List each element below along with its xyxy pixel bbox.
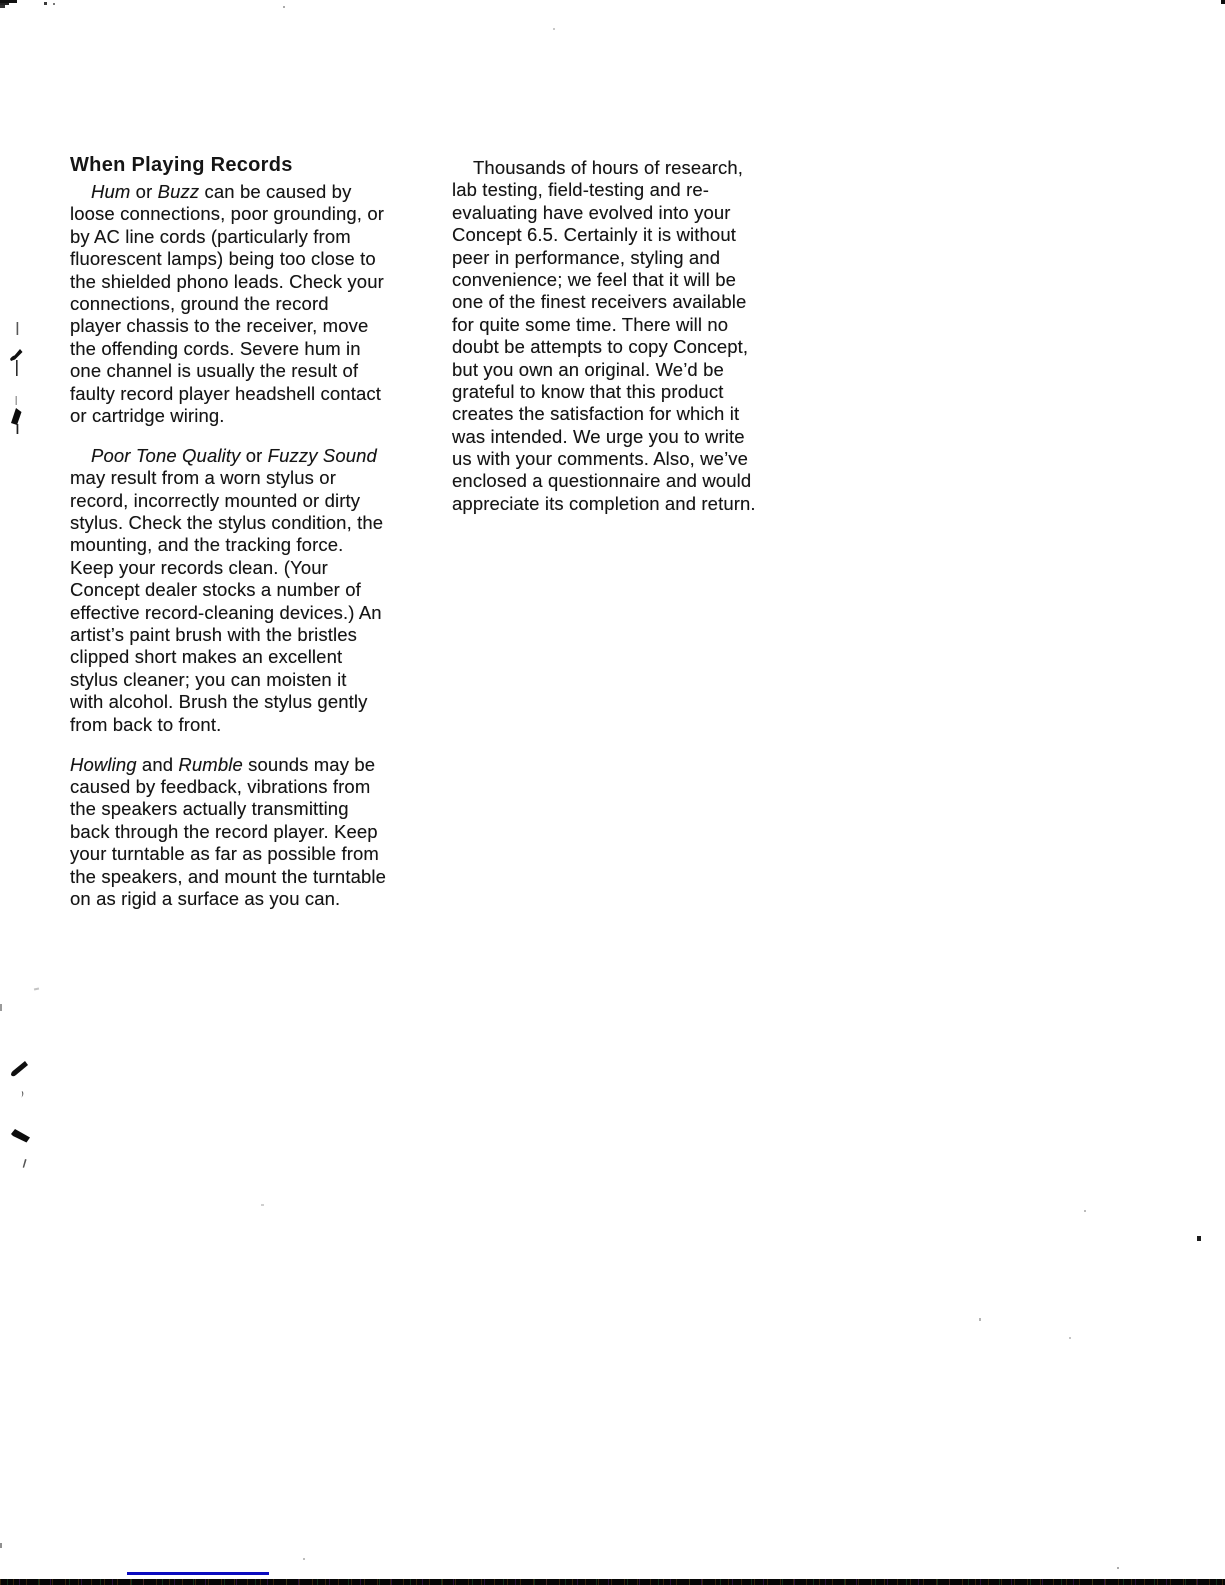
- text-line: may result from a worn stylus or: [70, 467, 336, 489]
- text-line: artist’s paint brush with the bristles: [70, 624, 357, 646]
- scan-edge-bar: [0, 1579, 1225, 1585]
- scan-speck: [0, 5, 5, 8]
- paragraph: [70, 754, 420, 911]
- text-line: connections, ground the record: [70, 292, 329, 314]
- margin-pen-mark: [10, 1126, 36, 1174]
- text-line: effective record-cleaning devices.) An: [70, 601, 382, 623]
- text-line: us with your comments. Also, we’ve: [452, 448, 749, 470]
- margin-pen-mark: [10, 1060, 34, 1102]
- text-line: was intended. We urge you to write: [452, 425, 745, 447]
- text-line: the offending cords. Severe hum in: [70, 337, 361, 359]
- text-line: but you own an original. We’d be: [452, 358, 724, 380]
- text-line: loose connections, poor grounding, or: [70, 203, 385, 225]
- text-line: Keep your records clean. (Your: [70, 556, 328, 578]
- text-line: with alcohol. Brush the stylus gently: [70, 691, 368, 713]
- scan-speck: [261, 1204, 264, 1206]
- text-line: for quite some time. There will no: [452, 313, 729, 335]
- text-line: the shielded phono leads. Check your: [70, 270, 384, 292]
- text-line: one channel is usually the result of: [70, 360, 359, 382]
- scan-speck: [34, 988, 39, 991]
- text-line: Hum or Buzz can be caused by: [91, 181, 352, 202]
- scan-speck: [1221, 0, 1225, 4]
- scan-speck: [303, 1558, 305, 1560]
- text-line: enclosed a questionnaire and would: [452, 470, 752, 492]
- text-line: the speakers actually transmitting: [70, 798, 349, 820]
- paragraph: [452, 157, 802, 515]
- text-line: back through the record player. Keep: [70, 820, 378, 842]
- text-line: peer in performance, styling and: [452, 246, 721, 268]
- text-line: Howling and Rumble sounds may be: [70, 753, 376, 775]
- text-line: from back to front.: [70, 713, 222, 735]
- text-line: player chassis to the receiver, move: [70, 315, 369, 337]
- scan-speck: [0, 1543, 2, 1548]
- text-line: Concept dealer stocks a number of: [70, 579, 361, 601]
- section-heading: When Playing Records: [70, 154, 293, 176]
- text-line: Thousands of hours of research,: [473, 157, 744, 178]
- text-line: doubt be attempts to copy Concept,: [452, 336, 749, 358]
- scan-speck: [979, 1318, 981, 1321]
- scan-speck: [1084, 1210, 1086, 1212]
- scan-speck: [1069, 1337, 1071, 1339]
- paragraph: [70, 181, 420, 427]
- text-line: clipped short makes an excellent: [70, 646, 343, 668]
- text-line: grateful to know that this product: [452, 380, 724, 402]
- scan-speck: [0, 1004, 2, 1011]
- scan-speck: [44, 2, 47, 5]
- text-line: your turntable as far as possible from: [70, 843, 379, 865]
- text-line: record, incorrectly mounted or dirty: [70, 489, 361, 511]
- text-line: stylus cleaner; you can moisten it: [70, 668, 347, 690]
- text-line: Poor Tone Quality or Fuzzy Sound: [91, 444, 377, 466]
- text-line: evaluating have evolved into your: [452, 201, 731, 223]
- paragraph: [70, 445, 420, 736]
- text-line: faulty record player headshell contact: [70, 382, 382, 404]
- text-line: stylus. Check the stylus condition, the: [70, 512, 384, 534]
- text-line: appreciate its completion and return.: [452, 492, 756, 514]
- margin-pen-mark: [8, 320, 28, 436]
- scan-speck: [1197, 1236, 1201, 1241]
- text-line: convenience; we feel that it will be: [452, 268, 737, 290]
- text-line: by AC line cords (particularly from: [70, 225, 351, 247]
- scan-speck: [53, 3, 55, 5]
- text-line: Concept 6.5. Certainly it is without: [452, 224, 737, 246]
- blue-underline-mark: [127, 1572, 269, 1575]
- text-line: the speakers, and mount the turntable: [70, 865, 387, 887]
- left-column: [70, 181, 420, 910]
- text-line: creates the satisfaction for which it: [452, 403, 740, 425]
- text-line: mounting, and the tracking force.: [70, 534, 344, 556]
- text-line: caused by feedback, vibrations from: [70, 775, 371, 797]
- scan-speck: [1117, 1567, 1119, 1569]
- right-column: [452, 157, 802, 515]
- scan-speck: [553, 28, 555, 30]
- text-line: or cartridge wiring.: [70, 404, 225, 426]
- scan-speck: [283, 6, 285, 8]
- text-line: fluorescent lamps) being too close to: [70, 248, 376, 270]
- text-line: lab testing, field-testing and re-: [452, 179, 710, 201]
- text-line: on as rigid a surface as you can.: [70, 887, 341, 909]
- text-line: one of the finest receivers available: [452, 291, 747, 313]
